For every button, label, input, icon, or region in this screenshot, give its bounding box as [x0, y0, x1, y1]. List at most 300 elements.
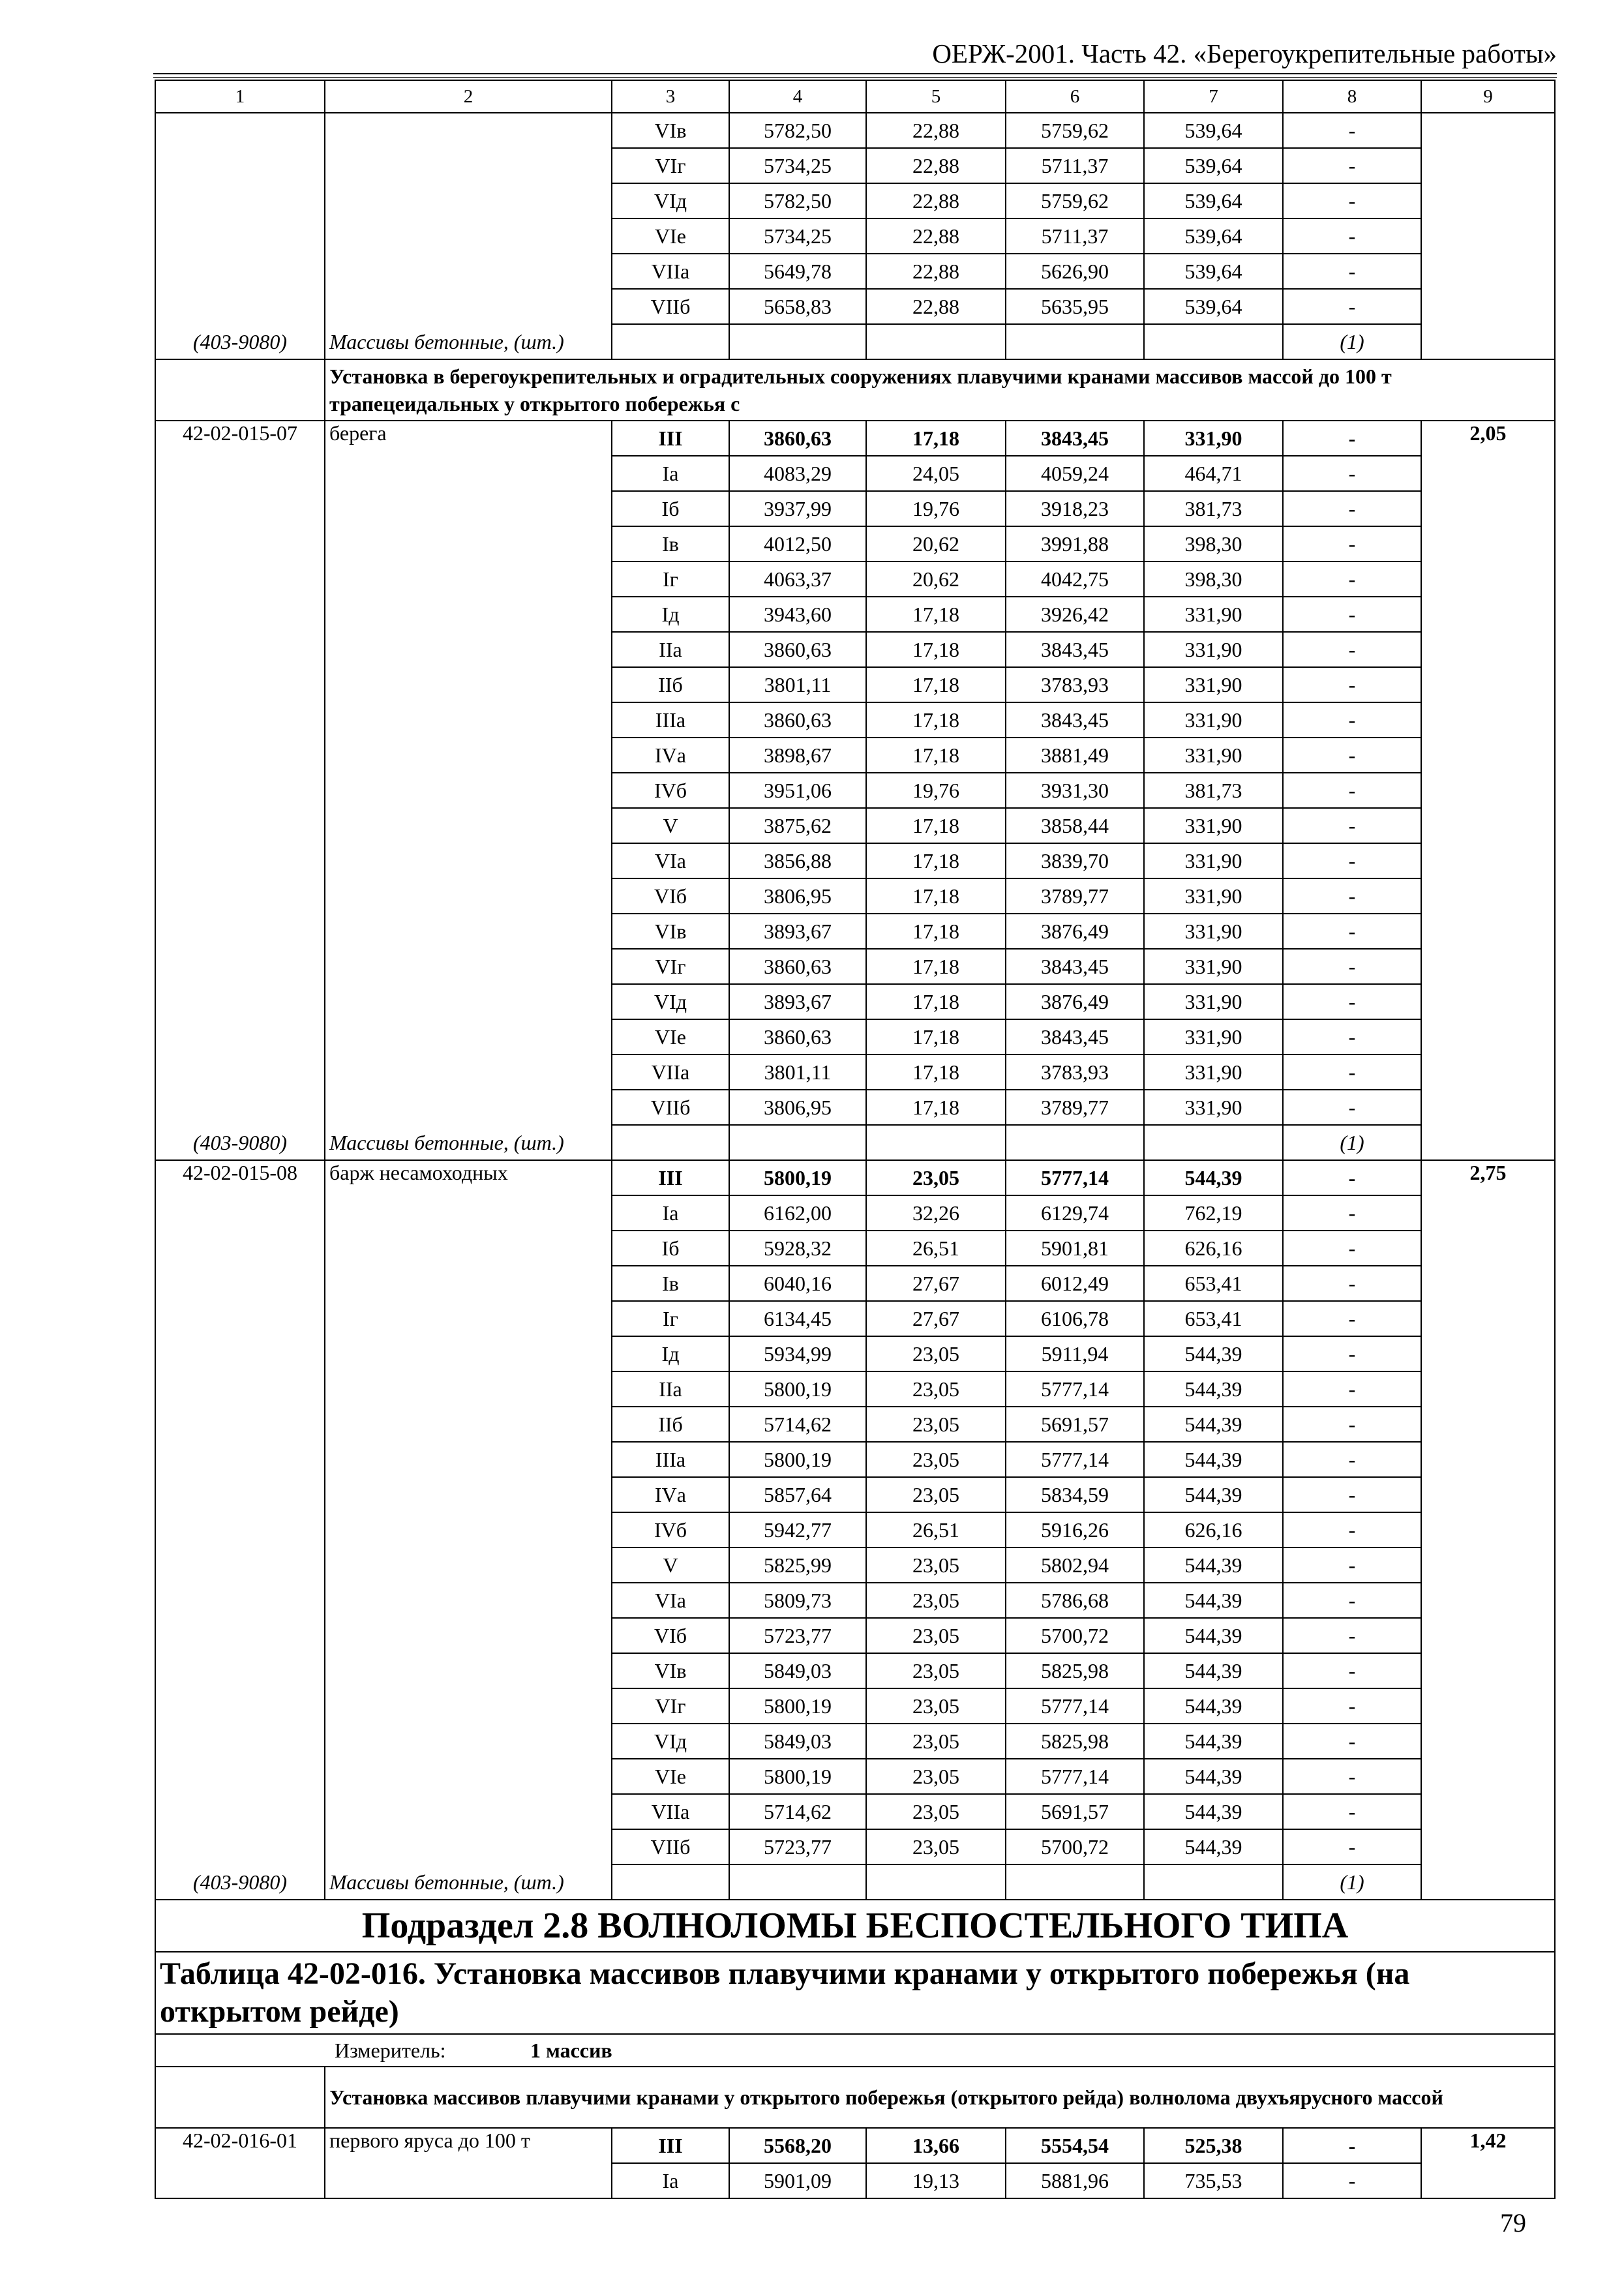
value-cell: 5916,26: [1006, 1512, 1144, 1548]
empty-cell: [1006, 1864, 1144, 1900]
value-cell: 6129,74: [1006, 1195, 1144, 1231]
value-cell: 23,05: [866, 1407, 1006, 1442]
rate-coefficient: 2,75: [1421, 1160, 1555, 1900]
empty-cell: [325, 561, 612, 597]
subsection-title: Подраздел 2.8 ВОЛНОЛОМЫ БЕСПОСТЕЛЬНОГО ТИПА: [155, 1900, 1555, 1952]
rate-name: барж несамоходных: [325, 1160, 612, 1195]
value-cell: -: [1283, 148, 1421, 183]
empty-cell: [612, 1125, 729, 1160]
zone-row: [155, 254, 1555, 289]
empty-cell: [325, 1688, 612, 1724]
value-cell: -: [1283, 1512, 1421, 1548]
value-cell: 331,90: [1144, 984, 1283, 1019]
empty-cell: [325, 491, 612, 526]
empty-cell: [155, 738, 325, 773]
value-cell: 5881,96: [1006, 2163, 1144, 2198]
main-rate-row: [155, 1160, 1555, 1195]
value-cell: 3860,63: [729, 632, 866, 667]
value-cell: 3858,44: [1006, 808, 1144, 843]
value-cell: 3918,23: [1006, 491, 1144, 526]
value-cell: 5714,62: [729, 1794, 866, 1829]
zone-cell: VIIа: [612, 1794, 729, 1829]
value-cell: -: [1283, 561, 1421, 597]
empty-cell: [325, 113, 612, 148]
value-cell: 5802,94: [1006, 1548, 1144, 1583]
zone-cell: Iг: [612, 561, 729, 597]
value-cell: 5700,72: [1006, 1829, 1144, 1864]
value-cell: 331,90: [1144, 421, 1283, 456]
value-cell: 23,05: [866, 1653, 1006, 1688]
value-cell: -: [1283, 1407, 1421, 1442]
empty-cell: [155, 878, 325, 914]
value-cell: -: [1283, 1583, 1421, 1618]
value-cell: 331,90: [1144, 843, 1283, 878]
zone-row: [155, 183, 1555, 218]
value-cell: 17,18: [866, 702, 1006, 738]
value-cell: 4059,24: [1006, 456, 1144, 491]
zone-cell: Iа: [612, 456, 729, 491]
zone-cell: V: [612, 808, 729, 843]
empty-cell: [325, 1442, 612, 1477]
empty-cell: [155, 526, 325, 561]
section-title: Установка массивов плавучими кранами у открытого побережья (открытого рейда) волнолома двухъярусного массой: [325, 2067, 1555, 2128]
value-cell: 20,62: [866, 561, 1006, 597]
value-cell: 5734,25: [729, 148, 866, 183]
empty-cell: [155, 1794, 325, 1829]
zone-row: [155, 1336, 1555, 1371]
value-cell: 26,51: [866, 1231, 1006, 1266]
zone-cell: IVб: [612, 773, 729, 808]
empty-cell: [325, 1371, 612, 1407]
empty-cell: [155, 1301, 325, 1336]
zone-cell: V: [612, 1548, 729, 1583]
value-cell: -: [1283, 949, 1421, 984]
value-cell: 5800,19: [729, 1759, 866, 1794]
empty-cell: [155, 456, 325, 491]
value-cell: 626,16: [1144, 1231, 1283, 1266]
empty-cell: [155, 254, 325, 289]
value-cell: 5723,77: [729, 1829, 866, 1864]
value-cell: 23,05: [866, 1583, 1006, 1618]
value-cell: 3843,45: [1006, 632, 1144, 667]
empty-cell: [155, 632, 325, 667]
zone-row: [155, 1653, 1555, 1688]
value-cell: 464,71: [1144, 456, 1283, 491]
value-cell: 3937,99: [729, 491, 866, 526]
value-cell: 735,53: [1144, 2163, 1283, 2198]
value-cell: 544,39: [1144, 1583, 1283, 1618]
value-cell: 331,90: [1144, 1055, 1283, 1090]
empty-cell: [325, 218, 612, 254]
value-cell: 27,67: [866, 1266, 1006, 1301]
empty-cell: [155, 843, 325, 878]
value-cell: -: [1283, 843, 1421, 878]
zone-cell: Iд: [612, 1336, 729, 1371]
zone-cell: Iб: [612, 491, 729, 526]
zone-cell: VIIб: [612, 1829, 729, 1864]
zone-row: [155, 1794, 1555, 1829]
zone-cell: VIе: [612, 218, 729, 254]
zone-cell: VIIа: [612, 1055, 729, 1090]
value-cell: 3843,45: [1006, 421, 1144, 456]
value-cell: 544,39: [1144, 1407, 1283, 1442]
value-cell: 23,05: [866, 1477, 1006, 1512]
value-cell: -: [1283, 1653, 1421, 1688]
material-row: [155, 1864, 1555, 1900]
zone-row: [155, 1477, 1555, 1512]
value-cell: 5777,14: [1006, 1688, 1144, 1724]
value-cell: 6106,78: [1006, 1301, 1144, 1336]
value-cell: 544,39: [1144, 1371, 1283, 1407]
empty-cell: [325, 597, 612, 632]
value-cell: 3839,70: [1006, 843, 1144, 878]
value-cell: 5825,99: [729, 1548, 866, 1583]
value-cell: 5759,62: [1006, 113, 1144, 148]
value-cell: -: [1283, 738, 1421, 773]
meter-label: Измеритель:: [335, 2039, 446, 2062]
value-cell: 3926,42: [1006, 597, 1144, 632]
value-cell: -: [1283, 1371, 1421, 1407]
material-code: (403-9080): [155, 1864, 325, 1900]
empty-cell: [729, 1125, 866, 1160]
empty-cell: [325, 738, 612, 773]
value-cell: -: [1283, 1548, 1421, 1583]
zone-row: [155, 1231, 1555, 1266]
empty-cell: [155, 1548, 325, 1583]
value-cell: 544,39: [1144, 1618, 1283, 1653]
value-cell: 3856,88: [729, 843, 866, 878]
empty-cell: [325, 773, 612, 808]
value-cell: 5782,50: [729, 183, 866, 218]
empty-cell: [155, 1266, 325, 1301]
value-cell: 5786,68: [1006, 1583, 1144, 1618]
meter-cell: [155, 2034, 1555, 2067]
empty-cell: [155, 289, 325, 324]
zone-row: [155, 808, 1555, 843]
zone-cell: VIIб: [612, 289, 729, 324]
zone-cell: Iа: [612, 2163, 729, 2198]
value-cell: 3951,06: [729, 773, 866, 808]
empty-cell: [155, 702, 325, 738]
empty-cell: [155, 1688, 325, 1724]
empty-cell: [325, 289, 612, 324]
value-cell: -: [1283, 491, 1421, 526]
value-cell: 3806,95: [729, 878, 866, 914]
value-cell: 23,05: [866, 1794, 1006, 1829]
value-cell: 22,88: [866, 113, 1006, 148]
value-cell: -: [1283, 2163, 1421, 2198]
empty-cell: [1006, 1125, 1144, 1160]
zone-cell: VIг: [612, 148, 729, 183]
zone-cell: VIв: [612, 1653, 729, 1688]
empty-cell: [155, 1442, 325, 1477]
empty-cell: [866, 1864, 1006, 1900]
value-cell: -: [1283, 1688, 1421, 1724]
value-cell: 6134,45: [729, 1301, 866, 1336]
zone-row: [155, 632, 1555, 667]
value-cell: 5849,03: [729, 1653, 866, 1688]
value-cell: -: [1283, 113, 1421, 148]
value-cell: -: [1283, 1160, 1421, 1195]
value-cell: 22,88: [866, 183, 1006, 218]
column-numbers-row: [155, 80, 1555, 113]
zone-row: [155, 2163, 1555, 2198]
value-cell: 3801,11: [729, 667, 866, 702]
empty-cell: [325, 526, 612, 561]
zone-cell: VIIа: [612, 254, 729, 289]
zone-row: [155, 949, 1555, 984]
zone-row: [155, 738, 1555, 773]
value-cell: 5554,54: [1006, 2128, 1144, 2163]
value-cell: 19,76: [866, 773, 1006, 808]
value-cell: 6162,00: [729, 1195, 866, 1231]
material-name: Массивы бетонные, (шт.): [325, 324, 612, 359]
empty-cell: [155, 1724, 325, 1759]
value-cell: 6012,49: [1006, 1266, 1144, 1301]
section-title: Установка в берегоукрепительных и оградительных сооружениях плавучими кранами массивов массой до 100 т трапецеидальных у открытого побережья с: [325, 359, 1555, 421]
value-cell: 5800,19: [729, 1688, 866, 1724]
zone-cell: VIб: [612, 1618, 729, 1653]
rate-name: первого яруса до 100 т: [325, 2128, 612, 2163]
section-title-row: [155, 359, 1555, 421]
empty-cell: [325, 1618, 612, 1653]
column-number: 8: [1283, 80, 1421, 113]
value-cell: -: [1283, 254, 1421, 289]
zone-cell: VIа: [612, 1583, 729, 1618]
material-code: (403-9080): [155, 1125, 325, 1160]
value-cell: 5777,14: [1006, 1160, 1144, 1195]
value-cell: 22,88: [866, 148, 1006, 183]
empty-cell: [155, 1336, 325, 1371]
zone-row: [155, 773, 1555, 808]
value-cell: 331,90: [1144, 667, 1283, 702]
value-cell: -: [1283, 421, 1421, 456]
material-qty: (1): [1283, 324, 1421, 359]
value-cell: 331,90: [1144, 914, 1283, 949]
value-cell: 5800,19: [729, 1371, 866, 1407]
value-cell: 5649,78: [729, 254, 866, 289]
value-cell: 331,90: [1144, 808, 1283, 843]
empty-cell: [325, 1794, 612, 1829]
value-cell: 5901,81: [1006, 1231, 1144, 1266]
table-body: [155, 80, 1555, 2198]
zone-row: [155, 1583, 1555, 1618]
empty-cell: [325, 1829, 612, 1864]
empty-cell: [155, 1055, 325, 1090]
value-cell: -: [1283, 1301, 1421, 1336]
value-cell: 544,39: [1144, 1477, 1283, 1512]
value-cell: 539,64: [1144, 289, 1283, 324]
zone-row: [155, 218, 1555, 254]
meter-row: [155, 2034, 1555, 2067]
value-cell: 5723,77: [729, 1618, 866, 1653]
value-cell: -: [1283, 667, 1421, 702]
value-cell: 398,30: [1144, 561, 1283, 597]
value-cell: 3843,45: [1006, 949, 1144, 984]
value-cell: 3860,63: [729, 1019, 866, 1055]
value-cell: -: [1283, 1477, 1421, 1512]
empty-cell: [325, 1336, 612, 1371]
value-cell: 17,18: [866, 1019, 1006, 1055]
value-cell: 4042,75: [1006, 561, 1144, 597]
value-cell: 5934,99: [729, 1336, 866, 1371]
zone-row: [155, 1688, 1555, 1724]
empty-cell: [325, 1477, 612, 1512]
empty-cell: [155, 1512, 325, 1548]
value-cell: 331,90: [1144, 878, 1283, 914]
zone-cell: Iв: [612, 526, 729, 561]
value-cell: 5568,20: [729, 2128, 866, 2163]
empty-cell: [155, 359, 325, 421]
empty-cell: [325, 1548, 612, 1583]
zone-cell: Iв: [612, 1266, 729, 1301]
value-cell: 3898,67: [729, 738, 866, 773]
value-cell: 544,39: [1144, 1160, 1283, 1195]
zone-cell: VIг: [612, 949, 729, 984]
zone-row: [155, 1512, 1555, 1548]
value-cell: 3843,45: [1006, 1019, 1144, 1055]
zone-cell: IIIа: [612, 702, 729, 738]
zone-cell: VIе: [612, 1019, 729, 1055]
value-cell: -: [1283, 1090, 1421, 1125]
zone-row: [155, 1829, 1555, 1864]
value-cell: 5857,64: [729, 1477, 866, 1512]
value-cell: 5911,94: [1006, 1336, 1144, 1371]
empty-cell: [155, 1618, 325, 1653]
empty-cell: [325, 843, 612, 878]
empty-cell: [325, 1512, 612, 1548]
value-cell: 5658,83: [729, 289, 866, 324]
value-cell: 3789,77: [1006, 1090, 1144, 1125]
value-cell: 5777,14: [1006, 1759, 1144, 1794]
value-cell: 22,88: [866, 289, 1006, 324]
zone-cell: IVб: [612, 1512, 729, 1548]
zone-cell: Iа: [612, 1195, 729, 1231]
empty-cell: [155, 218, 325, 254]
rate-name: берега: [325, 421, 612, 456]
value-cell: 3893,67: [729, 984, 866, 1019]
zone-row: [155, 491, 1555, 526]
value-cell: 381,73: [1144, 491, 1283, 526]
value-cell: 5759,62: [1006, 183, 1144, 218]
zone-cell: VIд: [612, 183, 729, 218]
value-cell: 23,05: [866, 1618, 1006, 1653]
zone-row: [155, 984, 1555, 1019]
table-title: Таблица 42-02-016. Установка массивов плавучими кранами у открытого побережья (на открытом рейде): [155, 1952, 1555, 2034]
value-cell: 13,66: [866, 2128, 1006, 2163]
empty-cell: [1144, 324, 1283, 359]
table-title-row: [155, 1952, 1555, 2034]
value-cell: 23,05: [866, 1336, 1006, 1371]
empty-cell: [325, 1195, 612, 1231]
value-cell: 653,41: [1144, 1301, 1283, 1336]
value-cell: 3860,63: [729, 702, 866, 738]
rate-code: 42-02-015-07: [155, 421, 325, 456]
empty-cell: [155, 984, 325, 1019]
value-cell: -: [1283, 1195, 1421, 1231]
empty-cell: [155, 113, 325, 148]
empty-cell: [155, 1019, 325, 1055]
value-cell: 653,41: [1144, 1266, 1283, 1301]
value-cell: 23,05: [866, 1548, 1006, 1583]
empty-cell: [155, 2163, 325, 2198]
empty-cell: [155, 1653, 325, 1688]
value-cell: 3991,88: [1006, 526, 1144, 561]
value-cell: 17,18: [866, 667, 1006, 702]
value-cell: 539,64: [1144, 183, 1283, 218]
value-cell: 4012,50: [729, 526, 866, 561]
empty-cell: [155, 914, 325, 949]
value-cell: -: [1283, 526, 1421, 561]
zone-row: [155, 878, 1555, 914]
column-number: 1: [155, 80, 325, 113]
empty-cell: [325, 1231, 612, 1266]
value-cell: -: [1283, 597, 1421, 632]
subsection-row: [155, 1900, 1555, 1952]
empty-cell: [325, 667, 612, 702]
value-cell: 17,18: [866, 914, 1006, 949]
empty-cell: [325, 148, 612, 183]
empty-cell: [155, 561, 325, 597]
empty-cell: [155, 1477, 325, 1512]
zone-row: [155, 1618, 1555, 1653]
value-cell: -: [1283, 702, 1421, 738]
value-cell: 5714,62: [729, 1407, 866, 1442]
material-qty: (1): [1283, 1125, 1421, 1160]
value-cell: 5691,57: [1006, 1794, 1144, 1829]
value-cell: 5782,50: [729, 113, 866, 148]
zone-row: [155, 1266, 1555, 1301]
value-cell: 17,18: [866, 949, 1006, 984]
value-cell: 27,67: [866, 1301, 1006, 1336]
value-cell: 17,18: [866, 843, 1006, 878]
value-cell: 5700,72: [1006, 1618, 1144, 1653]
empty-cell: [155, 949, 325, 984]
value-cell: 17,18: [866, 597, 1006, 632]
zone-row: [155, 914, 1555, 949]
value-cell: 5626,90: [1006, 254, 1144, 289]
value-cell: 398,30: [1144, 526, 1283, 561]
value-cell: 3943,60: [729, 597, 866, 632]
value-cell: -: [1283, 1724, 1421, 1759]
zone-row: [155, 1090, 1555, 1125]
empty-cell: [729, 1864, 866, 1900]
value-cell: 5635,95: [1006, 289, 1144, 324]
value-cell: 331,90: [1144, 738, 1283, 773]
empty-cell: [155, 1195, 325, 1231]
empty-cell: [1006, 324, 1144, 359]
empty-cell: [325, 878, 612, 914]
value-cell: -: [1283, 289, 1421, 324]
value-cell: 544,39: [1144, 1794, 1283, 1829]
page-header: ОЕРЖ-2001. Часть 42. «Берегоукрепительные работы»: [932, 38, 1557, 68]
empty-cell: [155, 808, 325, 843]
empty-cell: [155, 1371, 325, 1407]
zone-cell: VIв: [612, 113, 729, 148]
zone-cell: IVа: [612, 1477, 729, 1512]
value-cell: 331,90: [1144, 632, 1283, 667]
value-cell: 544,39: [1144, 1688, 1283, 1724]
empty-cell: [155, 2067, 325, 2128]
value-cell: 525,38: [1144, 2128, 1283, 2163]
material-code: (403-9080): [155, 324, 325, 359]
value-cell: -: [1283, 808, 1421, 843]
value-cell: 17,18: [866, 421, 1006, 456]
zone-cell: IVа: [612, 738, 729, 773]
column-number: 9: [1421, 80, 1555, 113]
column-number: 5: [866, 80, 1006, 113]
value-cell: -: [1283, 1442, 1421, 1477]
